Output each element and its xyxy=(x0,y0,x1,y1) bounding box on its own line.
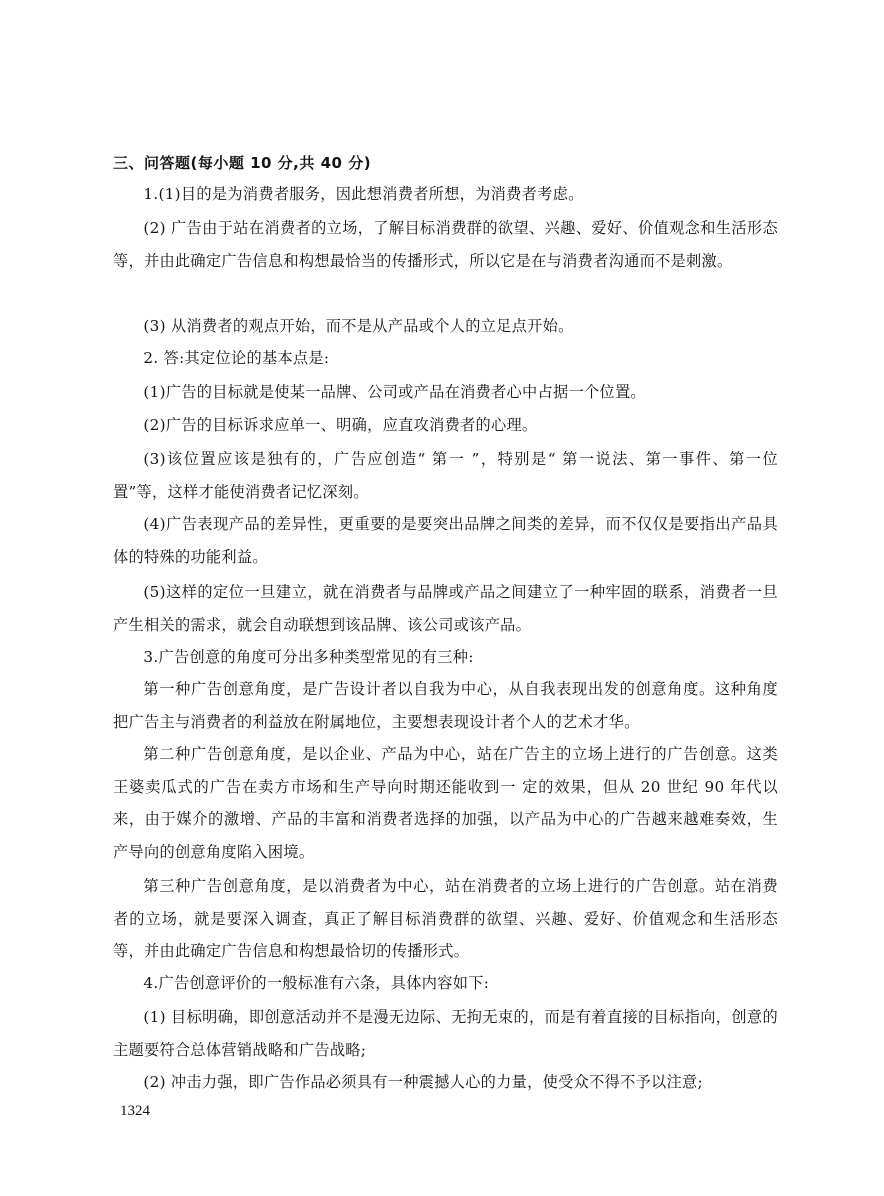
paragraph: (2) 冲击力强，即广告作品必须具有一种震撼人心的力量，使受众不得不予以注意; xyxy=(143,1073,703,1091)
paragraph: 3.广告创意的角度可分出多种类型常见的有三种: xyxy=(143,648,474,666)
paragraph: (4)广告表现产品的差异性，更重要的是要突出品牌之间类的差异，而不仅仅是要指出产品具体的特殊的功能利益。 xyxy=(113,515,778,566)
section-title: 三、问答题(每小题 10 分,共 40 分) xyxy=(113,154,372,172)
paragraph: 2. 答:其定位论的基本点是: xyxy=(143,349,330,367)
paragraph: (3)该位置应该是独有的，广告应创造“ 第一 ”，特别是“ 第一说法、第一事件、第一位置”等，这样才能使消费者记忆深刻。 xyxy=(113,450,778,501)
paragraph: 第二种广告创意角度，是以企业、产品为中心，站在广告主的立场上进行的广告创意。这类王婆卖瓜式的广告在卖方市场和生产导向时期还能收到一 定的效果，但从 20 世纪 90 年代以来，由于媒介的激增、产品的丰富和消费者选择的加强，以产品为中心的广告越来越难奏效，生产导向的创意角度陷入困境。 xyxy=(113,745,778,861)
page-number: 1324 xyxy=(120,1103,150,1119)
paragraph: (2) 广告由于站在消费者的立场，了解目标消费群的欲望、兴趣、爱好、价值观念和生活形态等，并由此确定广告信息和构想最恰当的传播形式，所以它是在与消费者沟通而不是刺激。 xyxy=(113,219,778,270)
paragraph: (2)广告的目标诉求应单一、明确，应直攻消费者的心理。 xyxy=(143,416,538,434)
paragraph: 第三种广告创意角度，是以消费者为中心，站在消费者的立场上进行的广告创意。站在消费者的立场，就是要深入调查，真正了解目标消费群的欲望、兴趣、爱好、价值观念和生活形态等，并由此确定广告信息和构想最恰切的传播形式。 xyxy=(113,877,778,960)
paragraph: (3) 从消费者的观点开始，而不是从产品或个人的立足点开始。 xyxy=(143,317,574,335)
paragraph: (1) 目标明确，即创意活动并不是漫无边际、无拘无束的，而是有着直接的目标指向，创意的主题要符合总体营销战略和广告战略; xyxy=(113,1008,778,1059)
paragraph: (5)这样的定位一旦建立，就在消费者与品牌或产品之间建立了一种牢固的联系，消费者一旦产生相关的需求，就会自动联想到该品牌、该公司或该产品。 xyxy=(113,583,778,634)
paragraph: 4.广告创意评价的一般标准有六条，具体内容如下: xyxy=(143,974,490,992)
paragraph: (1)广告的目标就是使某一品牌、公司或产品在消费者心中占据一个位置。 xyxy=(143,383,646,401)
paragraph: 第一种广告创意角度，是广告设计者以自我为中心，从自我表现出发的创意角度。这种角度把广告主与消费者的利益放在附属地位，主要想表现设计者个人的艺术才华。 xyxy=(113,680,778,731)
paragraph: 1.(1)目的是为消费者服务，因此想消费者所想，为消费者考虑。 xyxy=(143,185,584,203)
